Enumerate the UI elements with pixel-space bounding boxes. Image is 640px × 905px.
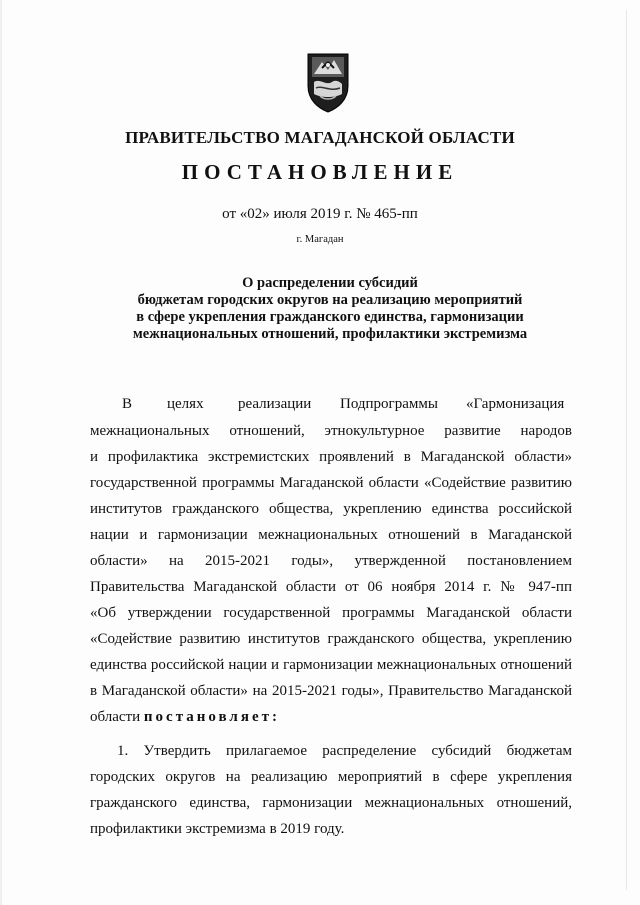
closing-prefix: области — [90, 709, 141, 725]
item1-line: гражданского единства, гармонизации межнациональных отношений, — [90, 795, 572, 811]
subject-line: межнациональных отношений, профилактики экстремизма — [132, 326, 528, 342]
preamble-line: Правительства Магаданской области от 06 ноября 2014 г. № 947-пп — [90, 579, 572, 595]
preamble-line: институтов гражданского общества, укреплению единства российской — [90, 501, 572, 517]
document-city: г. Магадан — [296, 234, 344, 245]
preamble-line: единства российской нации и гармонизации межнациональных отношений — [90, 657, 572, 673]
item1-line: профилактики экстремизма в 2019 году. — [90, 821, 345, 837]
preamble-line: области» на 2015-2021 годы», утвержденной постановлением — [90, 553, 572, 569]
preamble-word: «Гармонизация — [466, 396, 565, 412]
preamble-line: «Содействие развитию институтов гражданского общества, укреплению — [90, 631, 572, 647]
document-type: ПОСТАНОВЛЕНИЕ — [181, 160, 459, 184]
preamble-line: в Магаданской области» на 2015-2021 годы», Правительство Магаданской — [90, 683, 572, 699]
preamble-line: и профилактика экстремистских проявлений в Магаданской области» — [90, 449, 572, 465]
preamble-line: государственной программы Магаданской области «Содействие развитию — [90, 475, 572, 491]
preamble-line: нации и гармонизации межнациональных отношений в Магаданской — [90, 527, 572, 543]
preamble-word: Подпрограммы — [340, 396, 438, 412]
item1-line: 1. Утвердить прилагаемое распределение субсидий бюджетам — [117, 743, 572, 759]
scan-edge-line — [626, 10, 627, 890]
subject-line: О распределении субсидий — [242, 275, 418, 291]
coat-of-arms-icon — [304, 52, 352, 114]
document-date-number: от «02» июля 2019 г. № 465-пп — [222, 206, 418, 222]
closing-word: постановляет: — [143, 709, 280, 725]
preamble-word: целях — [167, 396, 204, 412]
preamble-word: реализации — [238, 396, 312, 412]
preamble-line: межнациональных отношений, этнокультурное развитие народов — [90, 423, 572, 439]
preamble-line: «Об утверждении государственной программы Магаданской области — [90, 605, 572, 621]
item1-line: городских округов на реализацию мероприятий в сфере укрепления — [90, 769, 572, 785]
preamble-word: В — [122, 396, 133, 412]
subject-line: в сфере укрепления гражданского единства, гармонизации — [136, 309, 524, 325]
government-title: ПРАВИТЕЛЬСТВО МАГАДАНСКОЙ ОБЛАСТИ — [125, 128, 515, 147]
document-subject — [110, 275, 550, 343]
subject-line: бюджетам городских округов на реализацию мероприятий — [137, 292, 523, 308]
preamble-closing — [90, 708, 572, 726]
scan-edge-line — [0, 0, 2, 905]
